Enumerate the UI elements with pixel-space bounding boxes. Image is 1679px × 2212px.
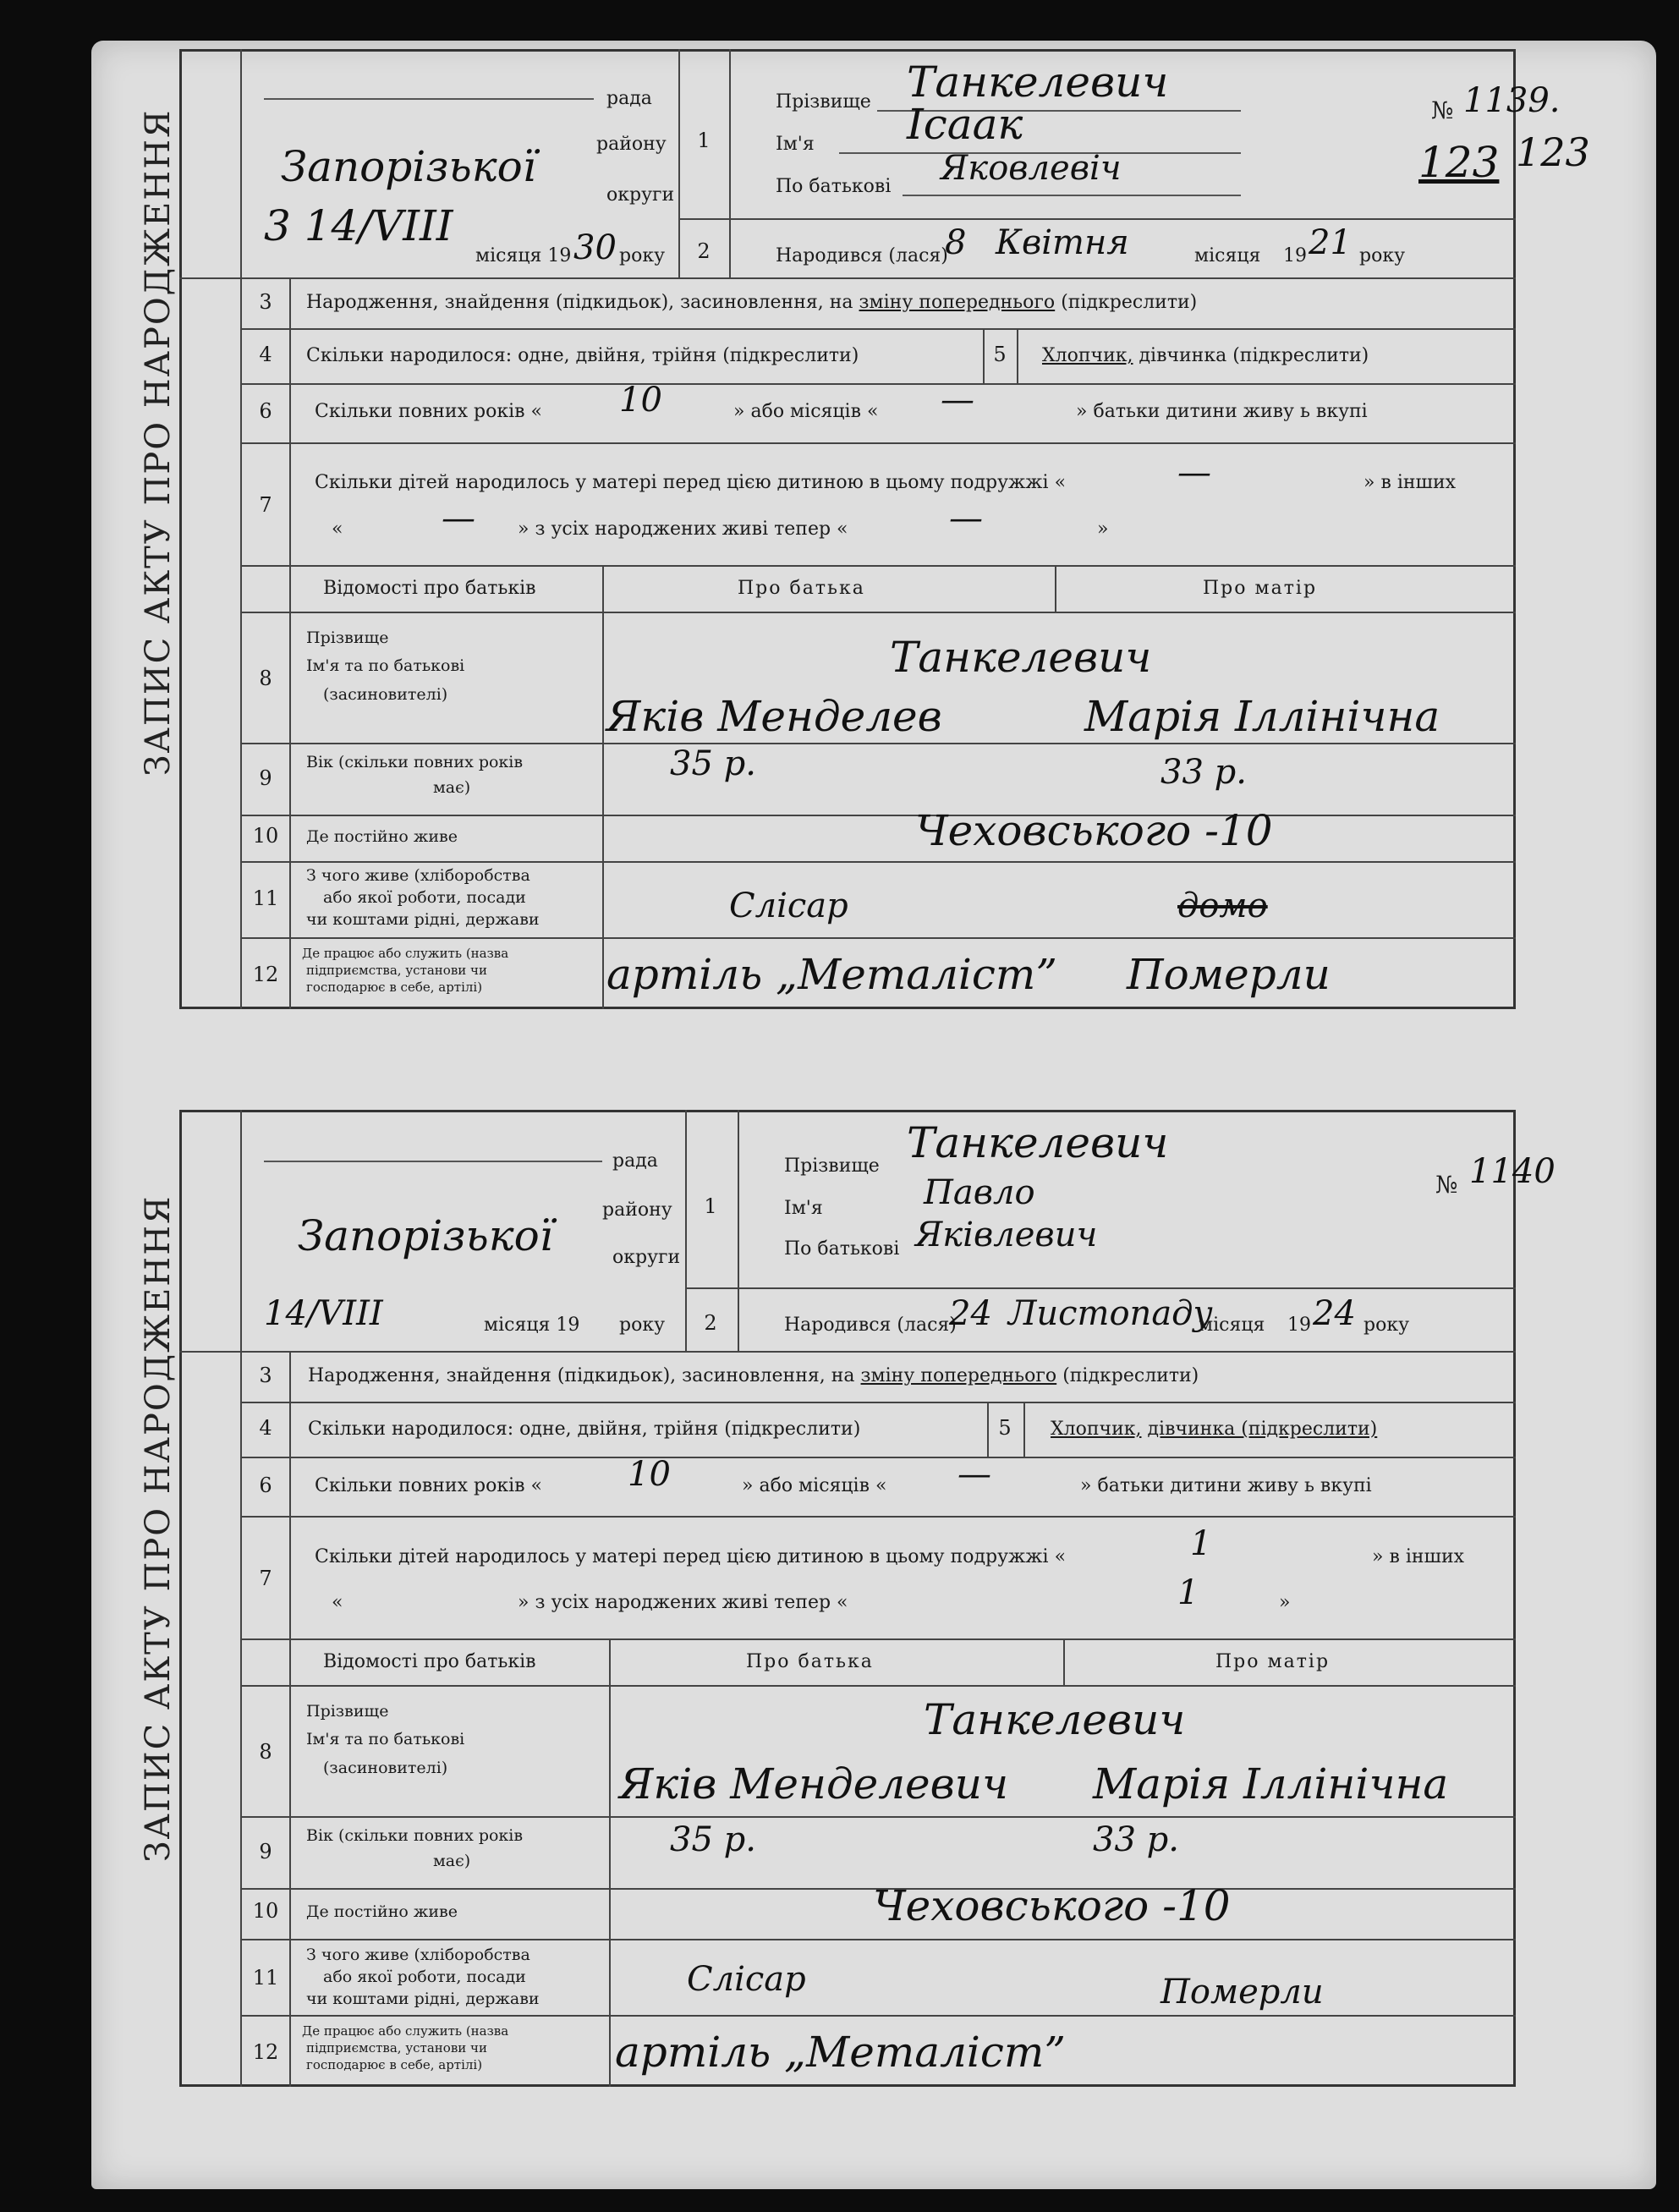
- mother-name: Марія Іллінічна: [1093, 1759, 1449, 1809]
- child-name: Павло: [924, 1173, 1035, 1212]
- mother-work: Померли: [1127, 950, 1331, 999]
- months-together: —: [957, 1455, 991, 1494]
- father-work: артіль „Металіст”: [606, 950, 1057, 999]
- children-other: —: [442, 499, 475, 538]
- okruha-handwritten: Запорізької: [298, 1211, 553, 1260]
- header-father: Про батька: [746, 1651, 874, 1672]
- row-7-a: Скільки дітей народилось у матері перед цією дитиною в цьому подружжі «: [315, 472, 1067, 493]
- alive-now: 1: [1177, 1573, 1199, 1612]
- okruhy-label: округи: [606, 184, 675, 206]
- birth-year: 24: [1313, 1294, 1356, 1333]
- mother-name: Марія Іллінічна: [1084, 692, 1440, 741]
- months-together: —: [941, 381, 974, 420]
- father-age: 35 р.: [670, 744, 756, 783]
- row-5-text: Хлопчик, дівчинка (підкреслити): [1051, 1419, 1378, 1440]
- patronymic-label: По батькові: [784, 1238, 900, 1260]
- years-together: 10: [628, 1455, 671, 1494]
- record-number: 1139.: [1463, 81, 1561, 120]
- roku-label: року: [619, 245, 666, 266]
- residence: Чеховського -10: [915, 806, 1273, 855]
- month-year-label: місяця 19: [484, 1315, 580, 1336]
- child-patronymic: Яковлевіч: [941, 149, 1122, 188]
- birth-record-2: ЗАПИС АКТУ ПРО НАРОДЖЕННЯ рада району округи Запорізької 14/VIII місяця 19 року 1 2 Прізвище Танкелевич Ім'я Павло По батькові Яківлевич № 1140 Народився (лася) 24 Листопаду місяця 19 24 року 3 Народження, знайдення (підкидьок), засиновлення, на зміну попереднього (підкреслити) 4 Скільки народилося: одне, двійня, трійня (підкреслити) 5 Хлопчик, дівчинка (підкреслити) 6 Скільки повних років « 10 » або місяців « — » батьки дитини живу ь вкупі 7 Скільки дітей народилось у матері перед цією дитиною в цьому подружжі « 1 » в інших « » з усіх народжених живі тепер « 1 » Відомості про батьків Про батька Про матір 8 Прізвище Ім'я та по батькові (засиновителі) Танкелевич Яків Менделевич Марія Іллінічна 9 Вік (скільки повних років має) 35 р. 33 р. 10 Де постійно живе Чеховського -10 11 З чого живе (хліборобства або якої роботи, посади чи коштами рідні, держави Слісар Померли 12 Де працює або служить (назва підприємства, установи чи господарює в себе, артілі) артіль „Металіст”: [179, 1110, 1516, 2087]
- registration-date: 14/VIII: [264, 1294, 383, 1333]
- alive-now: —: [949, 499, 983, 538]
- birth-month: Листопаду: [1008, 1294, 1213, 1333]
- header-father: Про батька: [738, 578, 865, 599]
- born-label: Народився (лася): [776, 245, 948, 266]
- birth-record-1: ЗАПИС АКТУ ПРО НАРОДЖЕННЯ рада району округи Запорізької 3 14/VIII місяця 19 30 року 1 2 Прізвище Танкелевич Ім'я Ісаак По батькові Яковлевіч № 1139. 123 123 Народився (лася) 8 Квітня місяця 19 21 року 3 Народження, знайдення (підкидьок), засиновлення, на зміну попереднього (підкреслити) 4 Скільки народилося: одне, двійня, трійня (підкреслити) 5 Хлопчик, дівчинка (підкреслити) 6 Скільки повних років « 10 » або місяців « — » батьки дитини живу ь вкупі 7 Скільки дітей народилось у матері перед цією дитиною в цьому подружжі « — » в інших « — » з усіх народжених живі тепер « — » Відомості про батьків Про батька Про матір 8 Прізвище Ім'я та по батькові (засиновителі) Танкелевич Яків Менделев Марія Іллінічна 9 Вік (скільки повних років має) 35 р. 33 р. 10 Де постійно живе Чеховського -10 11 З чого живе (хліборобства або якої роботи, посади чи коштами рідні, держави Слісар домо 12 Де працює або служить (назва підприємства, установи чи господарює в себе, артілі) артіль „Металіст” Померли: [179, 49, 1516, 1009]
- birth-month: Квітня: [996, 223, 1129, 262]
- header-parents: Відомості про батьків: [323, 578, 536, 599]
- header-mother: Про матір: [1215, 1651, 1331, 1672]
- row-3-text: Народження, знайдення (підкидьок), засиновлення, на зміну попереднього (підкреслити): [308, 1365, 1199, 1386]
- birth-day: 8: [945, 223, 967, 262]
- row-6-a: Скільки повних років «: [315, 401, 542, 422]
- row-3-text: Народження, знайдення (підкидьок), засиновлення, на зміну попереднього (підкреслити): [306, 292, 1198, 313]
- surname-label: Прізвище: [784, 1155, 880, 1177]
- mother-age: 33 р.: [1093, 1820, 1179, 1859]
- residence: Чеховського -10: [873, 1881, 1231, 1930]
- row-5-text: Хлопчик, дівчинка (підкреслити): [1042, 345, 1369, 366]
- okruhy-label: округи: [612, 1247, 681, 1268]
- surname-label: Прізвище: [776, 91, 871, 113]
- father-name: Яків Менделев: [606, 692, 942, 741]
- child-surname: Танкелевич: [907, 58, 1169, 107]
- record-number-2: 123: [1418, 138, 1500, 187]
- record-side-title: ЗАПИС АКТУ ПРО НАРОДЖЕННЯ: [139, 1194, 178, 1863]
- mother-occupation: домо: [1177, 886, 1268, 925]
- month-year-label: місяця 19: [475, 245, 572, 266]
- children-this-marriage: —: [1177, 453, 1211, 492]
- rayonu-label: району: [596, 134, 667, 155]
- name-label: Ім'я: [776, 134, 815, 155]
- child-patronymic: Яківлевич: [915, 1216, 1098, 1254]
- rayonu-label: району: [602, 1199, 672, 1221]
- record-number-3: 123: [1516, 129, 1590, 175]
- father-age: 35 р.: [670, 1820, 756, 1859]
- born-label: Народився (лася): [784, 1315, 957, 1336]
- name-label: Ім'я: [784, 1198, 823, 1219]
- father-occupation: Слісар: [729, 886, 848, 925]
- header-parents: Відомості про батьків: [323, 1651, 536, 1672]
- father-occupation: Слісар: [687, 1960, 806, 1999]
- mother-occupation: Померли: [1160, 1973, 1324, 2012]
- child-name: Ісаак: [907, 100, 1023, 149]
- children-this-marriage: 1: [1190, 1524, 1212, 1563]
- father-name: Яків Менделевич: [619, 1759, 1009, 1809]
- record-number: 1140: [1469, 1152, 1556, 1191]
- years-together: 10: [619, 381, 662, 420]
- okruha-handwritten: Запорізької: [281, 142, 536, 191]
- birth-year: 21: [1309, 223, 1352, 262]
- row-4-text: Скільки народилося: одне, двійня, трійня (підкреслити): [306, 345, 859, 366]
- birth-day: 24: [949, 1294, 992, 1333]
- rada-label: рада: [612, 1150, 658, 1172]
- row-6-a: Скільки повних років «: [315, 1475, 542, 1496]
- patronymic-label: По батькові: [776, 176, 892, 197]
- registration-year: 30: [573, 228, 617, 267]
- father-work: артіль „Металіст”: [615, 2028, 1066, 2077]
- registration-date: 3 14/VIII: [264, 201, 453, 250]
- child-surname: Танкелевич: [907, 1118, 1169, 1167]
- rada-label: рада: [606, 88, 652, 109]
- family-surname: Танкелевич: [890, 633, 1152, 682]
- roku-label: року: [619, 1315, 666, 1336]
- mother-age: 33 р.: [1160, 753, 1247, 792]
- row-7-a: Скільки дітей народилось у матері перед цією дитиною в цьому подружжі «: [315, 1546, 1067, 1567]
- record-side-title: ЗАПИС АКТУ ПРО НАРОДЖЕННЯ: [139, 108, 178, 777]
- header-mother: Про матір: [1203, 578, 1318, 599]
- row-4-text: Скільки народилося: одне, двійня, трійня (підкреслити): [308, 1419, 861, 1440]
- family-surname: Танкелевич: [924, 1695, 1186, 1744]
